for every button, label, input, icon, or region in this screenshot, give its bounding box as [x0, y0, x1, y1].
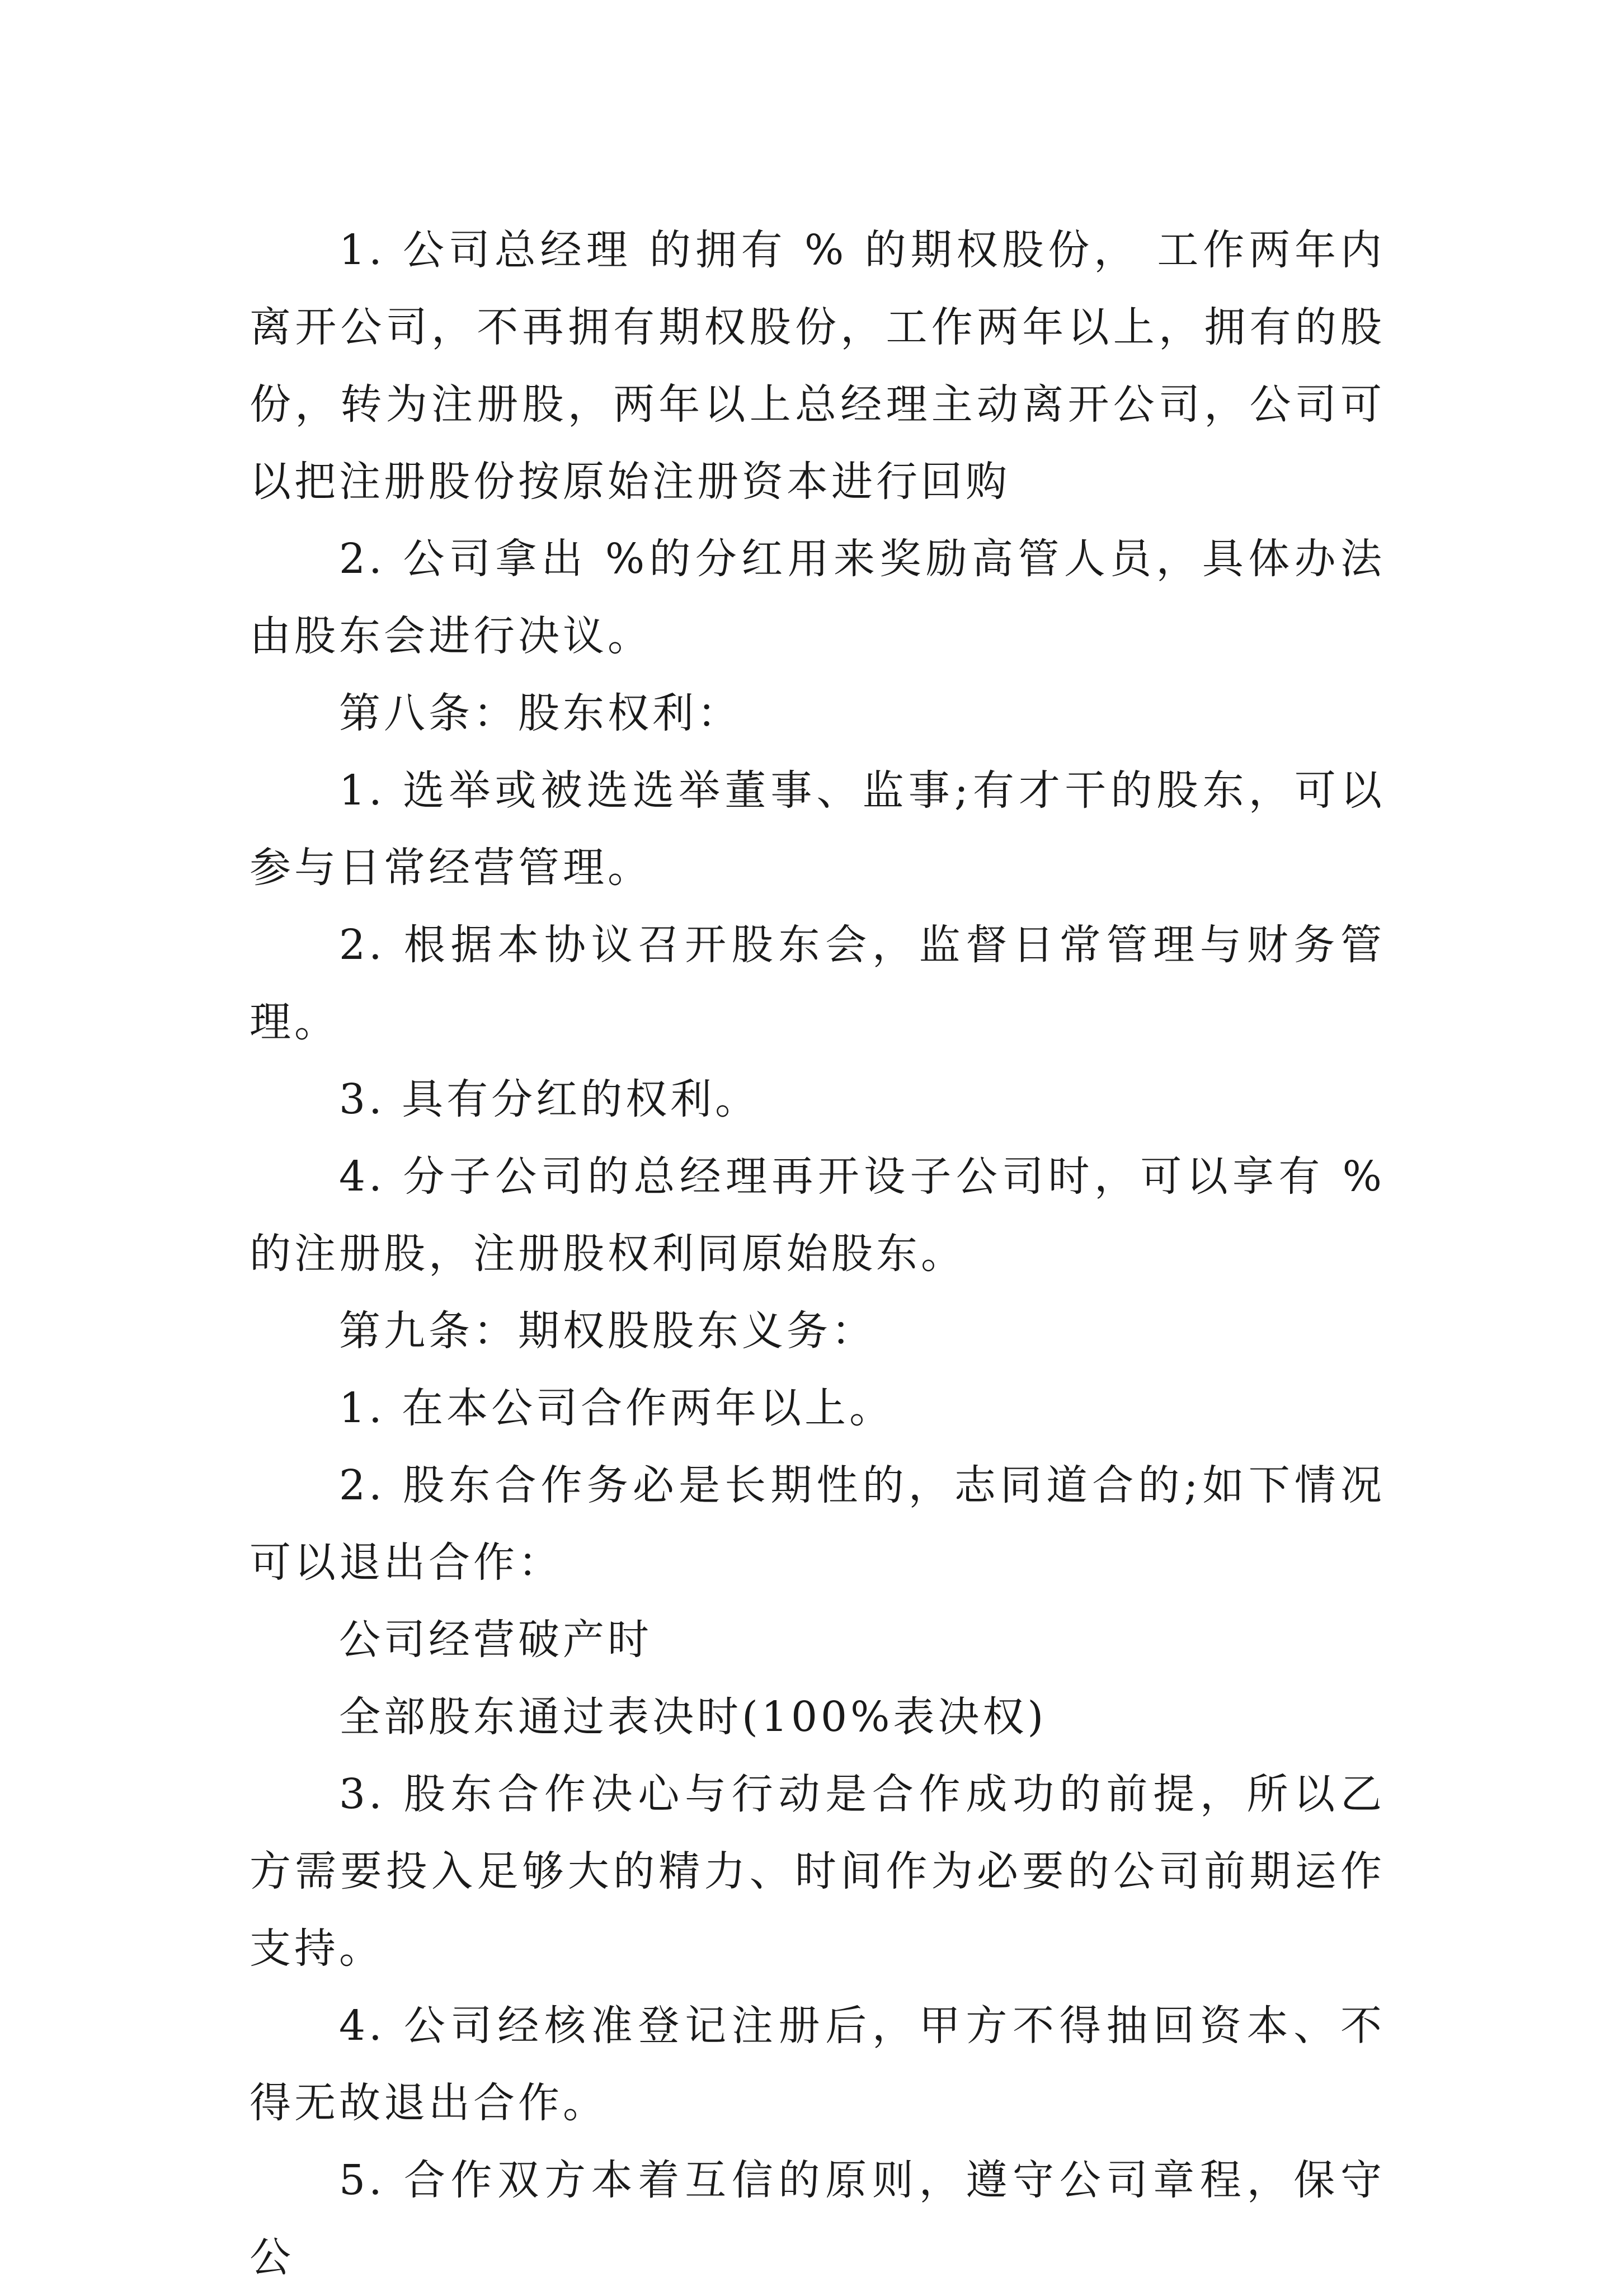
- paragraph-duty-5: 5. 合作双方本着互信的原则，遵守公司章程，保守公: [250, 2156, 1385, 2281]
- paragraph-right-3: 3. 具有分红的权利。: [339, 1075, 760, 1123]
- paragraph-right-2: 2. 根据本协议召开股东会，监督日常管理与财务管理。: [250, 921, 1385, 1046]
- paragraph-duty-4: 4. 公司经核准登记注册后，甲方不得抽回资本、不得无故退出合作。: [250, 2002, 1385, 2127]
- section-heading-article-8: 第八条：股东权利：: [339, 689, 742, 737]
- paragraph-duty-2: 2. 股东合作务必是长期性的，志同道合的;如下情况可以退出合作：: [250, 1461, 1385, 1587]
- paragraph-clause-2: 2. 公司拿出 %的分红用来奖励高管人员，具体办法由股东会进行决议。: [250, 535, 1385, 660]
- document-body: [250, 211, 1385, 2296]
- paragraph-exit-condition-1: 公司经营破产时: [339, 1616, 652, 1664]
- section-heading-article-9: 第九条：期权股股东义务：: [339, 1307, 876, 1355]
- paragraph-clause-1: 1. 公司总经理 的拥有 % 的期权股份， 工作两年内离开公司，不再拥有期权股份，工作两年以上，拥有的股份，转为注册股，两年以上总经理主动离开公司，公司可以把注册股份按原始注册资本进行回购: [250, 226, 1385, 506]
- paragraph-exit-condition-2: 全部股东通过表决时(100%表决权): [339, 1693, 1047, 1741]
- paragraph-right-4: 4. 分子公司的总经理再开设子公司时，可以享有 %的注册股，注册股权利同原始股东。: [250, 1152, 1385, 1278]
- paragraph-right-1: 1. 选举或被选选举董事、监事;有才干的股东，可以参与日常经营管理。: [250, 766, 1385, 892]
- paragraph-duty-1: 1. 在本公司合作两年以上。: [339, 1384, 895, 1432]
- paragraph-duty-3: 3. 股东合作决心与行动是合作成功的前提，所以乙方需要投入足够大的精力、时间作为必要的公司前期运作支持。: [250, 1770, 1385, 1973]
